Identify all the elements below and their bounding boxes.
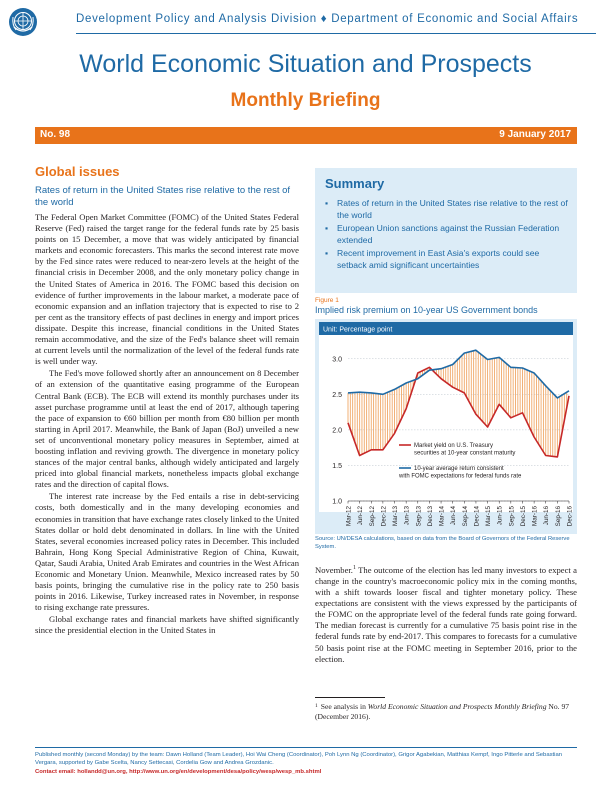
legend-label-fomc-return: 10-year average return consistent with FOMC expectations for federal funds rate [399,466,522,480]
legend-label-market-yield: Market yield on U.S. Treasury securities at 10-year constant maturity [414,443,516,457]
x-tick-label: Mar-12 [345,506,353,526]
issue-date: 9 January 2017 [499,129,571,140]
y-tick-label: 2.5 [332,391,342,399]
article-paragraph: The interest rate increase by the Fed entails a rise in debt-servicing costs, both domestically and in the many developing economies and economies in transition that have exchange rates closely linked to the United States dollar or hold debt denominated in dollars. In line with the United States, several economies increased policy rates in December. This included Bahrain, Hong Kong Special Administrative Region of China, Kuwait, Qatar, Saudi Arabia, United Arab Emirates and countries in the West African Economic and Monetary Union. Meanwhile, Mexico increased rates by 50 basis points, bringing the cumulative rise in the policy rate to 250 basis points in 2016. Likewise, Turkey increased rates in November, in response to rising exchange rate pressures. [35,491,299,613]
y-tick-label: 1.5 [332,462,342,470]
division-title: Development Policy and Analysis Division ♦ Department of Economic and Social Affairs [76,13,579,25]
x-tick-label: Jun-16 [543,506,551,526]
x-tick-label: Mar-14 [438,506,446,526]
section-subheading: Rates of return in the United States rise relative to the rest of the world [35,185,291,208]
un-emblem-icon [8,7,38,37]
footnote-divider [315,697,385,698]
x-tick-label: Mar-13 [392,506,400,526]
footnote: $^1$ See analysis in World Economic Situation and Prospects Monthly Briefing No. 97 (December 2016). [315,702,570,721]
risk-premium-chart [315,319,577,534]
summary-item: ▪ Recent improvement in East Asia's exports could see setback amid significant uncertainties [325,248,540,270]
issue-bar [35,127,577,144]
credits [35,751,580,776]
bullet-icon: ▪ [325,198,329,208]
x-tick-label: Jun-13 [403,506,411,526]
article-column [35,164,299,637]
y-tick-label: 3.0 [332,356,342,364]
issue-number: No. 98 [40,129,71,140]
x-tick-label: Mar-16 [531,506,539,526]
article-paragraph: Global exchange rates and financial markets have shifted significantly since the presidential election in the United States in [35,614,299,636]
summary-title: Summary [325,176,385,191]
y-tick-label: 1.0 [332,498,342,506]
x-tick-label: Jun-12 [357,506,365,526]
x-tick-label: Dec-13 [426,506,434,527]
chart-panel [315,319,577,534]
x-tick-label: Jun-15 [496,506,504,526]
team-credits: Published monthly (second Monday) by the team: Dawn Holland (Team Leader), Hoi Wai Cheng (Coordinator), Poh Lynn Ng (Coordinator), Grigor Agabekian, Matthias Kempf, Ingo Pitterle and Sebastian Vergara, supported by Gabe Scelta, Nancy Settecasi, Cordelia Gow and Andrea Grozdanic. [35,752,563,767]
bullet-icon: ▪ [325,248,329,258]
summary-box [315,168,577,293]
article-continuation [315,563,577,665]
footer-divider [35,747,577,748]
publication-title: World Economic Situation and Prospects [79,50,532,78]
figure-title: Implied risk premium on 10-year US Government bonds [315,305,538,315]
contact-link[interactable]: Contact email: hollandd@un.org, http://www.un.org/en/development/desa/policy/wesp/wesp_mb.shtml [35,768,322,775]
unit-label: Unit: Percentage point [323,326,393,334]
x-tick-label: Mar-15 [485,506,493,526]
article-paragraph: The Fed's move followed shortly after an announcement on 8 December of an extension of the quantitative easing programme of the European Central Bank (ECB). The ECB will extend its monthly purchases under its asset purchase programme until at least the end of 2017, although tapering the pace of expansion to €60 billion per month from €80 billion per month starting in April 2017. Meanwhile, the Bank of Japan (BoJ) unveiled a new set of unconventional monetary policy measures in September, aimed at boosting inflation and reviving growth. The divergence in monetary policy stances of the major central banks, although widely anticipated and largely priced into global financial markets, nonetheless impacts global exchange rates and the direction of capital flows. [35,368,299,490]
x-tick-label: Dec-14 [473,506,481,527]
x-tick-label: Dec-12 [380,506,388,527]
bullet-icon: ▪ [325,223,329,233]
x-tick-label: Sep-13 [415,506,423,527]
summary-list [325,198,570,273]
x-tick-label: Sep-12 [368,506,376,527]
y-tick-label: 2.0 [332,427,342,435]
x-tick-label: Dec-15 [519,506,527,527]
figure-label: Figure 1 [315,297,339,304]
x-tick-label: Sep-16 [554,506,562,527]
footnote-marker: 1 [352,565,356,571]
header-bar [0,0,611,44]
x-tick-label: Jun-14 [450,506,458,526]
header-divider [76,33,596,34]
x-tick-label: Sep-15 [508,506,516,527]
section-heading: Global issues [35,164,120,179]
summary-item: ▪ European Union sanctions against the Russian Federation extended [325,223,560,245]
x-tick-label: Sep-14 [461,506,469,527]
footnote-number: 1 [315,703,318,709]
summary-item: ▪ Rates of return in the United States rise relative to the rest of the world [325,198,568,220]
article-paragraph: The Federal Open Market Committee (FOMC) of the United States Federal Reserve (Fed) raised the target range for the federal funds rate by 25 basis points on 15 December, a move that was widely anticipated by financial markets and economic forecasters. This marks the second interest rate move by the Fed since rates were reduced to near-zero levels at the height of the financial crisis in December 2008, and the only monetary policy change in the United States of America in 2016. The FOMC based this decision on evidence of further improvements in the labour market, a moderate pace of economic expansion and an inflation trajectory that is expected to rise to 2 per cent as the transitory effects of past declines in energy and import prices dissipate. Despite this increase, financial conditions in the United States remain accommodative, and the size of the Fed's balance sheet will remain at current levels until the normalization of the level of the federal funds rate is well under way. [35,212,299,367]
article-paragraph: November.$^1$ The outcome of the election has led many investors to expect a change in the country's macroeconomic policy mix in the coming months, with a shift towards looser fiscal and tighter monetary policy. These expectations are consistent with the views expressed by the participants of the FOMC on the appropriate level of the federal funds rate going forward. The median forecast is currently for a cumulative 75 basis point rise in the federal funds rate by end-2017. This compares to forecasts for a cumulative 50 basis point rise at the FOMC meeting in September 2016, prior to the election. [315,564,577,664]
publication-subtitle: Monthly Briefing [230,90,381,111]
x-tick-label: Dec-16 [566,506,574,527]
figure-source: Source: UN/DESA calculations, based on data from the Board of Governors of the Federal Reserve System. [315,536,570,550]
